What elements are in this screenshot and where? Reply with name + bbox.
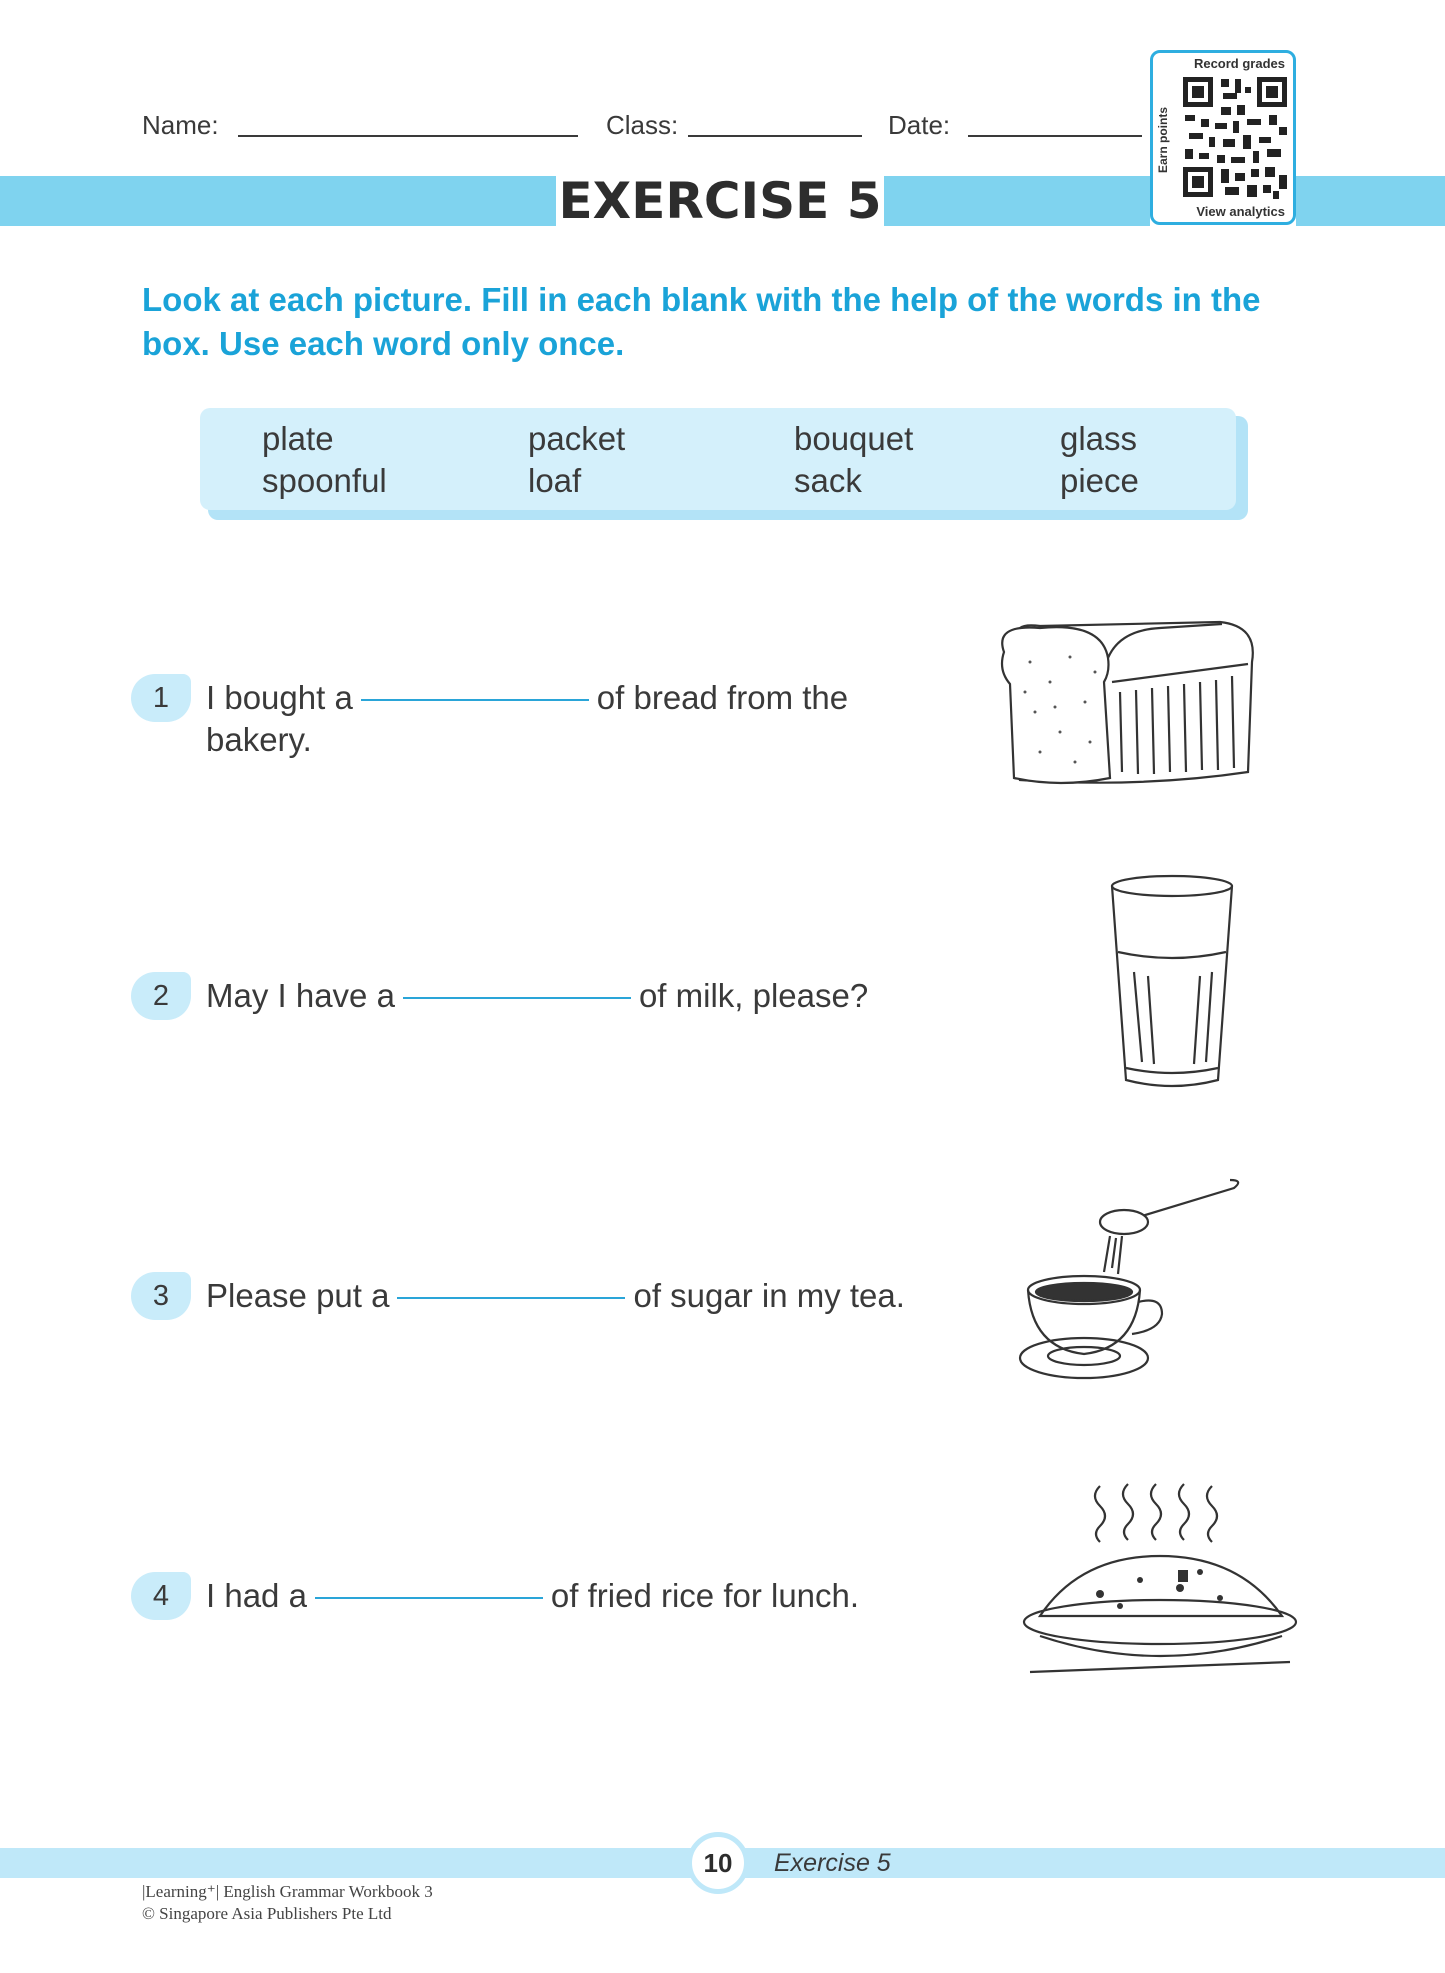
word-spoonful: spoonful bbox=[262, 462, 387, 499]
question-3 bbox=[206, 1274, 1006, 1318]
question-2 bbox=[206, 974, 1006, 1018]
answer-blank-2[interactable] bbox=[403, 997, 631, 999]
word-loaf: loaf bbox=[528, 462, 582, 499]
bread-loaf-icon bbox=[990, 612, 1260, 788]
qr-bottom-label: View analytics bbox=[1196, 204, 1285, 219]
qr-pattern-icon bbox=[1181, 75, 1289, 201]
word-plate: plate bbox=[262, 420, 334, 457]
question-text-line2: bakery. bbox=[206, 721, 312, 758]
question-number: 1 bbox=[131, 674, 191, 722]
class-field[interactable] bbox=[688, 135, 862, 137]
instructions: Look at each picture. Fill in each blank with the help of the words in the box. Use each word only once. bbox=[142, 281, 1261, 362]
class-label: Class: bbox=[606, 110, 679, 140]
question-text-before: Please put a bbox=[206, 1277, 390, 1314]
page-number: 10 bbox=[687, 1832, 749, 1894]
qr-code[interactable] bbox=[1150, 50, 1296, 225]
word-sack: sack bbox=[794, 462, 862, 499]
title-band-left bbox=[0, 176, 556, 226]
question-text-after: of milk, please? bbox=[638, 977, 869, 1014]
name-label: Name: bbox=[142, 110, 219, 140]
answer-blank-1[interactable] bbox=[361, 699, 589, 701]
footer-exercise-label: Exercise 5 bbox=[774, 1849, 891, 1877]
answer-blank-3[interactable] bbox=[397, 1297, 625, 1299]
question-text-before: May I have a bbox=[206, 977, 395, 1014]
question-text-after: of sugar in my tea. bbox=[633, 1277, 905, 1314]
question-text-before: I had a bbox=[206, 1577, 307, 1614]
question-text-after: of fried rice for lunch. bbox=[550, 1577, 860, 1614]
question-number: 4 bbox=[131, 1572, 191, 1620]
date-label: Date: bbox=[888, 110, 951, 140]
title-band-far-right bbox=[1296, 176, 1445, 226]
question-number: 3 bbox=[131, 1272, 191, 1320]
word-glass: glass bbox=[1060, 420, 1138, 457]
question-4 bbox=[206, 1574, 1006, 1618]
glass-of-milk-icon bbox=[1104, 872, 1240, 1094]
fried-rice-plate-icon bbox=[1020, 1476, 1300, 1686]
qr-top-label: Record grades bbox=[1193, 56, 1285, 71]
name-field[interactable] bbox=[238, 135, 578, 137]
question-1 bbox=[206, 676, 986, 720]
title-band-right bbox=[884, 176, 1150, 226]
spoon-sugar-tea-icon bbox=[1012, 1172, 1248, 1394]
answer-blank-4[interactable] bbox=[315, 1597, 543, 1599]
question-text-before: I bought a bbox=[206, 679, 353, 716]
page-title: EXERCISE 5 bbox=[556, 170, 884, 232]
word-bouquet: bouquet bbox=[794, 420, 914, 457]
date-field[interactable] bbox=[968, 135, 1142, 137]
question-text-after: of bread from the bbox=[596, 679, 849, 716]
qr-side-label: Earn points bbox=[1156, 107, 1170, 174]
word-piece: piece bbox=[1060, 462, 1139, 499]
question-number: 2 bbox=[131, 972, 191, 1020]
copyright: © Singapore Asia Publishers Pte Ltd bbox=[142, 1904, 392, 1923]
word-packet: packet bbox=[528, 420, 626, 457]
book-credit: |Learning⁺| English Grammar Workbook 3 bbox=[142, 1882, 433, 1901]
word-box bbox=[200, 408, 1236, 510]
